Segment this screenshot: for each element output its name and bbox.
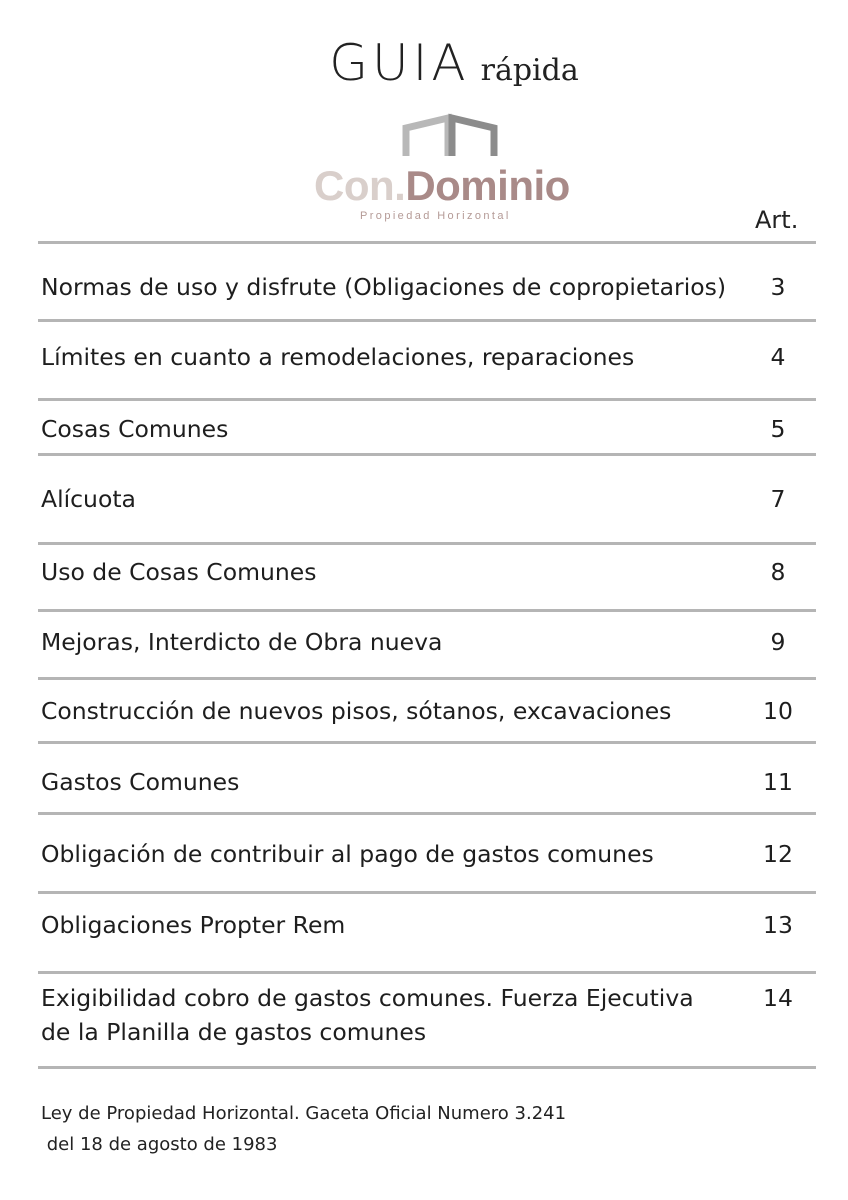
logo-wordmark [314, 162, 570, 210]
row-article-number: 12 [763, 840, 793, 868]
footer-line-2: del 18 de agosto de 1983 [41, 1134, 278, 1155]
table-row [38, 401, 816, 456]
row-article-number: 5 [770, 415, 786, 443]
row-article-number: 13 [763, 911, 793, 939]
table-row [38, 244, 816, 322]
row-article-number: 9 [770, 628, 786, 656]
table-row [38, 612, 816, 680]
logo-tagline: Propiedad Horizontal [360, 210, 511, 222]
table-row [38, 545, 816, 612]
row-label: Cosas Comunes [41, 415, 229, 443]
table-row [38, 974, 816, 1069]
row-article-number: 3 [770, 273, 786, 301]
title-subtitle: rápida [480, 53, 579, 88]
row-label: Exigibilidad cobro de gastos comunes. Fuerza Ejecutiva [41, 984, 694, 1012]
logo-wordmark-dominio: Dominio [405, 162, 570, 209]
table-row [38, 322, 816, 401]
row-label: Obligación de contribuir al pago de gastos comunes [41, 840, 654, 868]
row-article-number: 7 [770, 485, 786, 513]
row-label: Gastos Comunes [41, 768, 240, 796]
legal-footer [41, 1098, 566, 1160]
row-label: Uso de Cosas Comunes [41, 558, 317, 586]
index-table [38, 241, 816, 1069]
row-article-number: 14 [763, 984, 793, 1012]
row-label: Alícuota [41, 485, 136, 513]
table-row [38, 894, 816, 974]
logo-wordmark-con: Con. [314, 162, 406, 209]
row-label: Obligaciones Propter Rem [41, 911, 346, 939]
row-label: Límites en cuanto a remodelaciones, reparaciones [41, 343, 635, 371]
table-row [38, 456, 816, 545]
title-main: GUIA [329, 34, 470, 92]
row-label: Mejoras, Interdicto de Obra nueva [41, 628, 443, 656]
row-article-number: 10 [763, 697, 793, 725]
row-article-number: 8 [770, 558, 786, 586]
row-label: Normas de uso y disfrute (Obligaciones de copropietarios) [41, 273, 727, 301]
house-outline-icon [400, 112, 500, 158]
row-article-number: 4 [770, 343, 786, 371]
row-article-number: 11 [763, 768, 793, 796]
page-title [0, 34, 848, 92]
row-label-line2: de la Planilla de gastos comunes [41, 1018, 427, 1046]
table-row [38, 815, 816, 894]
art-column-header: Art. [755, 206, 799, 234]
table-row [38, 680, 816, 744]
condominio-logo [310, 112, 590, 232]
row-label: Construcción de nuevos pisos, sótanos, excavaciones [41, 697, 672, 725]
table-row [38, 744, 816, 815]
footer-line-1: Ley de Propiedad Horizontal. Gaceta Oficial Numero 3.241 [41, 1103, 567, 1124]
